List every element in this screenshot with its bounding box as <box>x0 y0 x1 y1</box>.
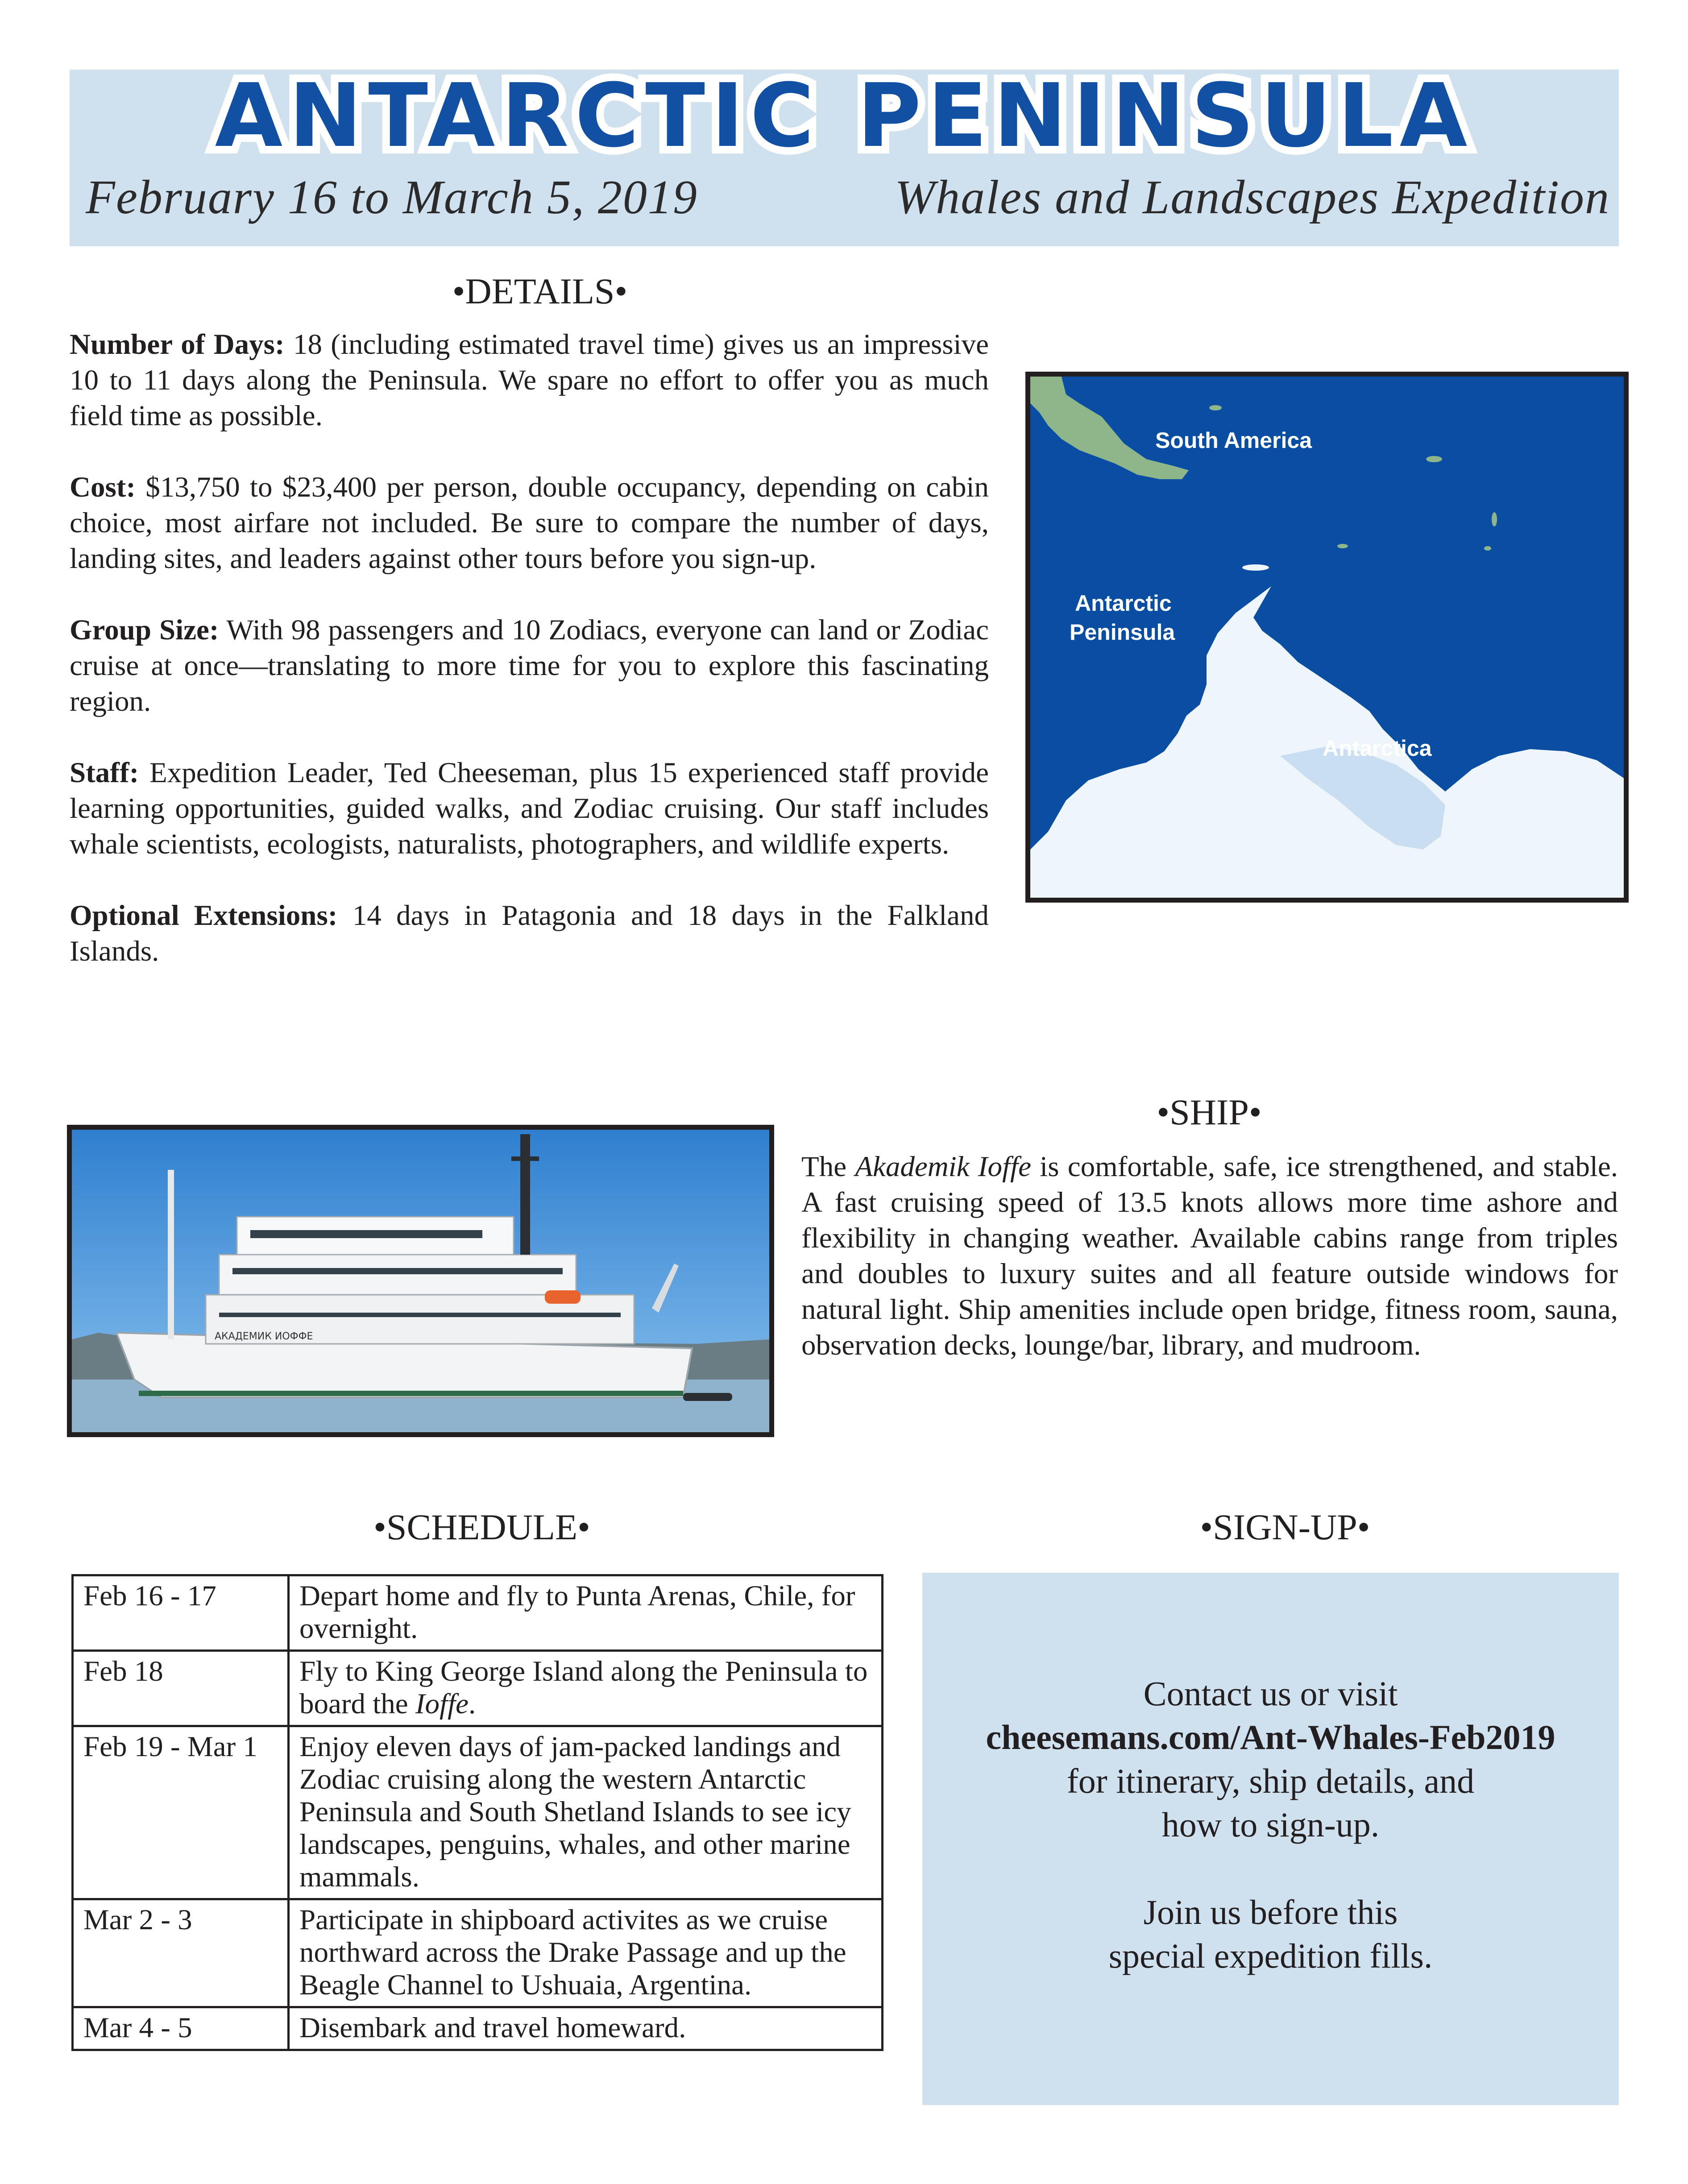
details-section <box>70 327 989 1005</box>
detail-text: With 98 passengers and 10 Zodiacs, everyone can land or Zodiac cruise at once—translating to more time for you to explore this fascinating region. <box>70 614 989 717</box>
island <box>1492 512 1497 526</box>
signup-box <box>922 1573 1619 2105</box>
antarctic-map <box>1025 372 1629 903</box>
island <box>1209 405 1222 410</box>
detail-number-of-days <box>70 327 989 434</box>
signup-heading: •SIGN-UP• <box>1200 1507 1370 1547</box>
ship-heading: •SHIP• <box>1157 1092 1262 1132</box>
ship-name: Akademik Ioffe <box>855 1151 1031 1183</box>
schedule-heading: •SCHEDULE• <box>373 1507 590 1547</box>
map-graphic <box>1030 377 1624 898</box>
island <box>1426 456 1442 462</box>
detail-cost <box>70 469 989 576</box>
hull-stripe <box>139 1391 683 1396</box>
signup-line: special expedition fills. <box>1108 1936 1433 1975</box>
signup-line: Contact us or visit <box>1143 1674 1398 1713</box>
ship-text-before: The <box>801 1151 855 1183</box>
map-label-peninsula: Peninsula <box>1070 620 1175 645</box>
signup-line: how to sign-up. <box>1161 1805 1380 1844</box>
table-row <box>73 1575 883 1651</box>
schedule-date: Feb 18 <box>73 1651 289 1726</box>
table-row <box>73 1899 883 2007</box>
trip-tagline: Whales and Landscapes Expedition <box>895 171 1610 224</box>
map-label-south-america: South America <box>1155 428 1312 453</box>
island <box>1337 544 1348 548</box>
upper-deck <box>219 1255 576 1297</box>
detail-label: Optional Extensions: <box>70 899 338 932</box>
detail-text: $13,750 to $23,400 per person, double occupancy, depending on cabin choice, most airfare not included. Be sure to compare the number of days, landing sites, and leaders against other tours before you sign-up. <box>70 471 989 575</box>
page-title: ANTARCTIC PENINSULA <box>215 65 1474 167</box>
schedule-desc-ship: Ioffe <box>415 1688 469 1720</box>
detail-staff <box>70 755 989 862</box>
schedule-desc: Depart home and fly to Punta Arenas, Chile, for overnight. <box>289 1575 883 1651</box>
schedule-desc: Participate in shipboard activites as we cruise northward across the Drake Passage and up the Beagle Channel to Ushuaia, Argentina. <box>289 1899 883 2007</box>
table-row <box>73 1651 883 1726</box>
ship-text-after: is comfortable, safe, ice strengthened, and stable. A fast cruising speed of 13.5 knots allows more time ashore and flexibility in changing weather. Available cabins range from triples and doubles to luxury suites and all feature outside windows for natural light. Ship amenities include open bridge, fitness room, sauna, observation decks, lounge/bar, library, and mudroom. <box>801 1151 1618 1361</box>
header-band <box>70 65 1619 246</box>
detail-label: Number of Days: <box>70 328 285 361</box>
detail-group-size <box>70 612 989 719</box>
island <box>1484 546 1491 551</box>
detail-text: 14 days in Patagonia and 18 days in the Falkland Islands. <box>70 899 989 967</box>
schedule-date: Feb 19 - Mar 1 <box>73 1726 289 1899</box>
signup-url-link[interactable]: cheesemans.com/Ant-Whales-Feb2019 <box>986 1718 1555 1757</box>
signup-line: Join us before this <box>1143 1893 1398 1931</box>
trip-dates: February 16 to March 5, 2019 <box>86 171 698 224</box>
schedule-desc: Enjoy eleven days of jam-packed landings and Zodiac cruising along the western Antarctic Peninsula and South Shetland Islands to see icy landscapes, penguins, whales, and other marine mammals. <box>289 1726 883 1899</box>
detail-label: Cost: <box>70 471 136 503</box>
detail-label: Group Size: <box>70 614 219 646</box>
schedule-desc-text: Fly to King George Island along the Peninsula to board the <box>299 1655 868 1720</box>
detail-label: Staff: <box>70 757 139 789</box>
signup-content <box>922 1672 1619 1978</box>
schedule-desc: Disembark and travel homeward. <box>289 2007 883 2050</box>
detail-optional-extensions <box>70 898 989 969</box>
map-label-antarctica: Antarctica <box>1323 736 1432 761</box>
detail-text: 18 (including estimated travel time) gives us an impressive 10 to 11 days along the Peninsula. We spare no effort to offer you as much field time as possible. <box>70 328 989 432</box>
schedule-desc-end: . <box>469 1688 476 1720</box>
details-heading: •DETAILS• <box>452 271 628 311</box>
ship-photo <box>67 1125 774 1437</box>
front-mast <box>168 1170 174 1339</box>
ship-description <box>801 1149 1618 1363</box>
hull-lettering: АКАДЕМИК ИОФФЕ <box>215 1331 313 1342</box>
schedule-table <box>71 1574 883 2051</box>
lifeboat <box>545 1290 581 1304</box>
map-label-antarctic: Antarctic <box>1075 591 1172 616</box>
table-row <box>73 1726 883 1899</box>
schedule-desc <box>289 1651 883 1726</box>
zodiac <box>683 1393 732 1401</box>
table-row <box>73 2007 883 2050</box>
detail-text: Expedition Leader, Ted Cheeseman, plus 15 experienced staff provide learning opportunities, guided walks, and Zodiac cruising. Our staff includes whale scientists, ecologists, naturalists, photographers, and wildlife experts. <box>70 757 989 860</box>
schedule-date: Mar 2 - 3 <box>73 1899 289 2007</box>
radar-mast <box>520 1134 530 1255</box>
island <box>1242 564 1269 571</box>
signup-line: for itinerary, ship details, and <box>1066 1761 1475 1800</box>
schedule-date: Feb 16 - 17 <box>73 1575 289 1651</box>
signup-spacer <box>922 1847 1619 1890</box>
ship-illustration <box>72 1130 769 1432</box>
mast-crossbar <box>511 1156 539 1161</box>
schedule-date: Mar 4 - 5 <box>73 2007 289 2050</box>
